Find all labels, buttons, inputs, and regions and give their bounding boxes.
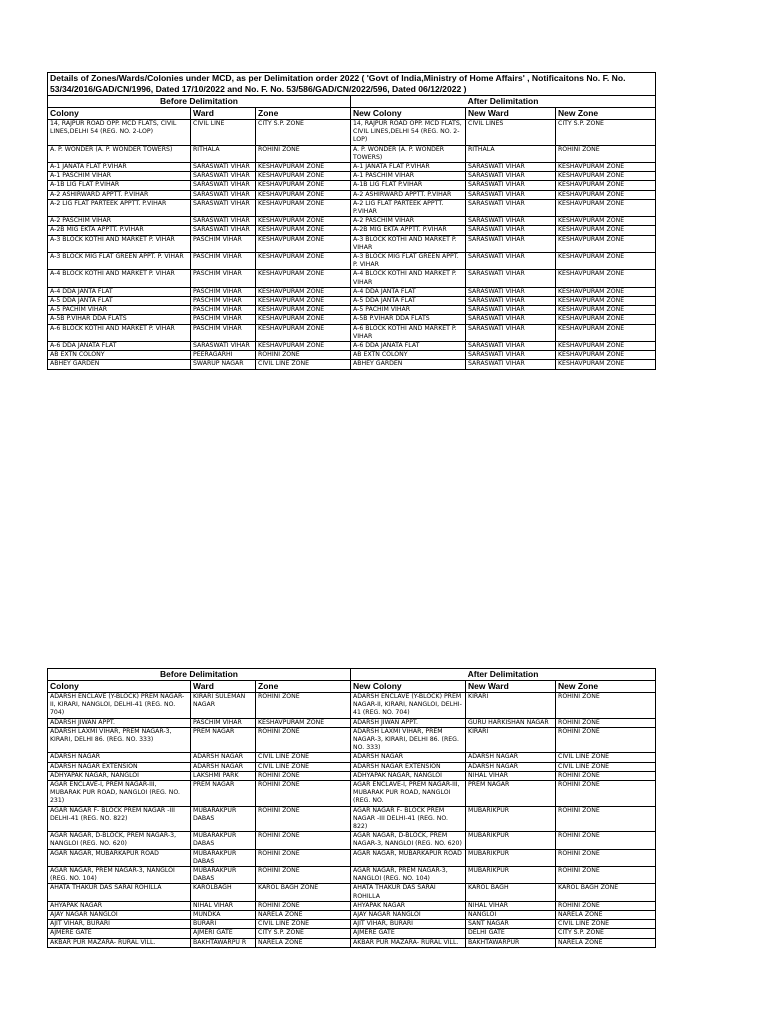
- cell-new-colony: AKBAR PUR MAZARA- RURAL VILL.: [351, 938, 466, 947]
- cell-new-ward: SARASWATI VIHAR: [466, 163, 556, 172]
- cell-new-zone: KESHAVPURAM ZONE: [556, 287, 656, 296]
- cell-new-ward: SARASWATI VIHAR: [466, 287, 556, 296]
- delimitation-table-1: [47, 72, 656, 370]
- cell-colony: A-1 PASCHIM VIHAR: [48, 172, 191, 181]
- cell-new-colony: A-2 PASCHIM VIHAR: [351, 217, 466, 226]
- cell-new-ward: SANT NAGAR: [466, 920, 556, 929]
- cell-new-colony: ADARSH NAGAR EXTENSION: [351, 762, 466, 771]
- cell-colony: AJMERE GATE: [48, 929, 191, 938]
- header-colony: Colony: [48, 108, 191, 120]
- cell-colony: A-5 DDA JANTA FLAT: [48, 297, 191, 306]
- table-row: [48, 771, 656, 780]
- table-row: [48, 920, 656, 929]
- cell-new-ward: KIRARI: [466, 727, 556, 753]
- cell-ward: PASCHIM VIHAR: [191, 270, 256, 287]
- table-row: [48, 297, 656, 306]
- cell-new-zone: ROHINI ZONE: [556, 867, 656, 884]
- cell-ward: SARASWATI VIHAR: [191, 226, 256, 235]
- header-ward: Ward: [191, 108, 256, 120]
- cell-zone: KESHAVPURAM ZONE: [256, 172, 351, 181]
- cell-ward: PASCHIM VIHAR: [191, 235, 256, 252]
- cell-new-colony: ADARSH NAGAR: [351, 753, 466, 762]
- cell-new-ward: MUBARIKPUR: [466, 806, 556, 832]
- cell-new-ward: SARASWATI VIHAR: [466, 360, 556, 369]
- cell-colony: AHYAPAK NAGAR: [48, 901, 191, 910]
- cell-colony: ADARSH JIWAN APPT.: [48, 718, 191, 727]
- cell-new-ward: SARASWATI VIHAR: [466, 190, 556, 199]
- cell-colony: A-4 BLOCK KOTHI AND MARKET P. VIHAR: [48, 270, 191, 287]
- cell-zone: ROHINI ZONE: [256, 832, 351, 849]
- delimitation-table-2: [47, 668, 656, 948]
- cell-zone: KESHAVPURAM ZONE: [256, 270, 351, 287]
- cell-new-zone: CIVIL LINE ZONE: [556, 762, 656, 771]
- cell-zone: KESHAVPURAM ZONE: [256, 181, 351, 190]
- cell-zone: ROHINI ZONE: [256, 693, 351, 719]
- cell-new-zone: ROHINI ZONE: [556, 771, 656, 780]
- table-row: [48, 145, 656, 162]
- cell-new-ward: NANGLOI: [466, 911, 556, 920]
- cell-new-zone: ROHINI ZONE: [556, 727, 656, 753]
- cell-ward: PASCHIM VIHAR: [191, 297, 256, 306]
- cell-new-colony: A-5 DDA JANTA FLAT: [351, 297, 466, 306]
- cell-colony: ADARSH ENCLAVE (Y-BLOCK) PREM NAGAR-II, KIRARI, NANGLOI, DELHI-41 (REG. NO. 704): [48, 693, 191, 719]
- cell-new-ward: SARASWATI VIHAR: [466, 181, 556, 190]
- cell-ward: SARASWATI VIHAR: [191, 190, 256, 199]
- cell-new-colony: A-2 LIG FLAT PARTEEK APPTT. P.VIHAR: [351, 199, 466, 216]
- cell-new-zone: ROHINI ZONE: [556, 781, 656, 807]
- table-row: [48, 693, 656, 719]
- cell-zone: ROHINI ZONE: [256, 145, 351, 162]
- cell-new-ward: MUBARIKPUR: [466, 849, 556, 866]
- cell-new-zone: KESHAVPURAM ZONE: [556, 199, 656, 216]
- header-ward: Ward: [191, 681, 256, 693]
- cell-new-zone: ROHINI ZONE: [556, 693, 656, 719]
- cell-new-ward: SARASWATI VIHAR: [466, 226, 556, 235]
- before-delimitation-heading: Before Delimitation: [48, 669, 351, 681]
- cell-zone: ROHINI ZONE: [256, 806, 351, 832]
- cell-zone: KESHAVPURAM ZONE: [256, 226, 351, 235]
- cell-new-ward: ADARSH NAGAR: [466, 762, 556, 771]
- cell-zone: KESHAVPURAM ZONE: [256, 315, 351, 324]
- cell-new-ward: PREM NAGAR: [466, 781, 556, 807]
- cell-ward: AJMERI GATE: [191, 929, 256, 938]
- cell-new-ward: SARASWATI VIHAR: [466, 351, 556, 360]
- cell-new-zone: KESHAVPURAM ZONE: [556, 306, 656, 315]
- cell-ward: PREM NAGAR: [191, 727, 256, 753]
- table-2-body: [48, 693, 656, 948]
- table-row: [48, 342, 656, 351]
- cell-new-ward: GURU HARKISHAN NAGAR: [466, 718, 556, 727]
- cell-colony: 14, RAJPUR ROAD OPP. MCD FLATS, CIVIL LINES,DELHI 54 (REG. NO. 2-LOP): [48, 120, 191, 146]
- cell-new-colony: AB EXTN COLONY: [351, 351, 466, 360]
- cell-colony: AJAY NAGAR NANGLOI: [48, 911, 191, 920]
- cell-new-zone: KESHAVPURAM ZONE: [556, 172, 656, 181]
- cell-zone: ROHINI ZONE: [256, 781, 351, 807]
- cell-colony: AHATA THAKUR DAS SARAI ROHILLA: [48, 884, 191, 901]
- cell-colony: AGAR NAGAR, MUBARKAPUR ROAD: [48, 849, 191, 866]
- cell-ward: BAKHTAWARPU R: [191, 938, 256, 947]
- cell-new-ward: SARASWATI VIHAR: [466, 253, 556, 270]
- cell-zone: ROHINI ZONE: [256, 771, 351, 780]
- cell-new-zone: ROHINI ZONE: [556, 901, 656, 910]
- cell-zone: CIVIL LINE ZONE: [256, 360, 351, 369]
- cell-zone: KESHAVPURAM ZONE: [256, 306, 351, 315]
- cell-new-zone: KESHAVPURAM ZONE: [556, 342, 656, 351]
- cell-zone: KESHAVPURAM ZONE: [256, 342, 351, 351]
- cell-new-ward: DELHI GATE: [466, 929, 556, 938]
- cell-new-ward: SARASWATI VIHAR: [466, 172, 556, 181]
- cell-zone: KESHAVPURAM ZONE: [256, 199, 351, 216]
- cell-colony: ADHYAPAK NAGAR, NANGLOI: [48, 771, 191, 780]
- cell-ward: SWARUP NAGAR: [191, 360, 256, 369]
- cell-new-ward: ADARSH NAGAR: [466, 753, 556, 762]
- cell-ward: MUBARAKPUR DABAS: [191, 806, 256, 832]
- cell-new-colony: A-5B P.VIHAR DDA FLATS: [351, 315, 466, 324]
- table-row: [48, 181, 656, 190]
- cell-ward: KIRARI SULEMAN NAGAR: [191, 693, 256, 719]
- cell-zone: KESHAVPURAM ZONE: [256, 287, 351, 296]
- cell-new-colony: AJAY NAGAR NANGLOI: [351, 911, 466, 920]
- cell-new-colony: ADARSH LAXMI VIHAR, PREM NAGAR-3, KIRARI, DELHI 86. (REG. NO. 333): [351, 727, 466, 753]
- cell-new-ward: KAROL BAGH: [466, 884, 556, 901]
- cell-new-colony: A-2B MIG EKTA APPTT. P.VIHAR: [351, 226, 466, 235]
- cell-colony: A-1 JANATA FLAT P.VIHAR: [48, 163, 191, 172]
- cell-new-zone: KESHAVPURAM ZONE: [556, 324, 656, 341]
- cell-new-zone: CITY S.P. ZONE: [556, 120, 656, 146]
- cell-ward: PEERAGARHI: [191, 351, 256, 360]
- cell-colony: A-2B MIG EKTA APPTT. P.VIHAR: [48, 226, 191, 235]
- table-row: [48, 781, 656, 807]
- cell-zone: KESHAVPURAM ZONE: [256, 324, 351, 341]
- cell-new-colony: AGAR NAGAR F- BLOCK PREM NAGAR -III DELHI-41 (REG. NO. 822): [351, 806, 466, 832]
- cell-zone: KESHAVPURAM ZONE: [256, 253, 351, 270]
- cell-zone: ROHINI ZONE: [256, 849, 351, 866]
- cell-new-zone: KESHAVPURAM ZONE: [556, 270, 656, 287]
- cell-ward: SARASWATI VIHAR: [191, 163, 256, 172]
- header-zone: Zone: [256, 681, 351, 693]
- cell-new-zone: ROHINI ZONE: [556, 832, 656, 849]
- cell-new-zone: KESHAVPURAM ZONE: [556, 315, 656, 324]
- cell-colony: ADARSH NAGAR: [48, 753, 191, 762]
- cell-colony: A-2 LIG FLAT PARTEEK APPTT. P.VIHAR: [48, 199, 191, 216]
- cell-new-zone: KESHAVPURAM ZONE: [556, 226, 656, 235]
- cell-new-colony: ABHEY GARDEN: [351, 360, 466, 369]
- header-new-zone: New Zone: [556, 681, 656, 693]
- cell-colony: A. P. WONDER (A. P. WONDER TOWERS): [48, 145, 191, 162]
- cell-zone: ROHINI ZONE: [256, 867, 351, 884]
- cell-new-zone: KESHAVPURAM ZONE: [556, 217, 656, 226]
- cell-new-colony: AHYAPAK NAGAR: [351, 901, 466, 910]
- cell-zone: CITY S.P. ZONE: [256, 120, 351, 146]
- cell-new-colony: A-1 JANATA FLAT P.VIHAR: [351, 163, 466, 172]
- table-row: [48, 806, 656, 832]
- cell-new-colony: A-2 ASHIRWARD APPTT. P.VIHAR: [351, 190, 466, 199]
- cell-new-zone: KESHAVPURAM ZONE: [556, 235, 656, 252]
- cell-new-zone: NARELA ZONE: [556, 938, 656, 947]
- cell-colony: A-4 DDA JANTA FLAT: [48, 287, 191, 296]
- table-row: [48, 753, 656, 762]
- table-row: [48, 270, 656, 287]
- cell-zone: CIVIL LINE ZONE: [256, 920, 351, 929]
- cell-new-ward: KIRARI: [466, 693, 556, 719]
- cell-new-zone: ROHINI ZONE: [556, 806, 656, 832]
- cell-colony: AGAR ENCLAVE-I, PREM NAGAR-III, MUBARAK PUR ROAD, NANGLOI (REG. NO. 231): [48, 781, 191, 807]
- after-delimitation-heading: After Delimitation: [351, 669, 656, 681]
- table-row: [48, 163, 656, 172]
- cell-new-ward: SARASWATI VIHAR: [466, 306, 556, 315]
- cell-ward: BURARI: [191, 920, 256, 929]
- table-row: [48, 727, 656, 753]
- cell-new-zone: KESHAVPURAM ZONE: [556, 163, 656, 172]
- cell-new-zone: KAROL BAGH ZONE: [556, 884, 656, 901]
- table-row: [48, 929, 656, 938]
- cell-zone: CIVIL LINE ZONE: [256, 762, 351, 771]
- cell-ward: KAROLBAGH: [191, 884, 256, 901]
- cell-zone: KESHAVPURAM ZONE: [256, 163, 351, 172]
- cell-colony: AB EXTN COLONY: [48, 351, 191, 360]
- cell-new-colony: AGAR ENCLAVE-I, PREM NAGAR-III, MUBARAK PUR ROAD, NANGLOI (REG. NO.: [351, 781, 466, 807]
- cell-colony: A-5 PACHIM VIHAR: [48, 306, 191, 315]
- cell-zone: NARELA ZONE: [256, 938, 351, 947]
- cell-new-ward: SARASWATI VIHAR: [466, 270, 556, 287]
- cell-new-zone: KESHAVPURAM ZONE: [556, 190, 656, 199]
- cell-ward: SARASWATI VIHAR: [191, 172, 256, 181]
- header-zone: Zone: [256, 108, 351, 120]
- cell-colony: AGAR NAGAR, PREM NAGAR-3, NANGLOI (REG. NO. 104): [48, 867, 191, 884]
- cell-new-zone: CIVIL LINE ZONE: [556, 920, 656, 929]
- cell-new-zone: CIVIL LINE ZONE: [556, 753, 656, 762]
- cell-ward: ADARSH NAGAR: [191, 762, 256, 771]
- cell-new-ward: MUBARIKPUR: [466, 867, 556, 884]
- cell-new-ward: CIVIL LINES: [466, 120, 556, 146]
- cell-colony: A-2 PASCHIM VIHAR: [48, 217, 191, 226]
- cell-colony: A-2 ASHIRWARD APPTT. P.VIHAR: [48, 190, 191, 199]
- cell-ward: PASCHIM VIHAR: [191, 324, 256, 341]
- table-row: [48, 172, 656, 181]
- table-row: [48, 226, 656, 235]
- table-row: [48, 235, 656, 252]
- cell-new-zone: ROHINI ZONE: [556, 849, 656, 866]
- table-row: [48, 190, 656, 199]
- cell-new-ward: RITHALA: [466, 145, 556, 162]
- cell-new-colony: AJIT VIHAR, BURARI: [351, 920, 466, 929]
- cell-new-colony: AGAR NAGAR, MUBARKAPUR ROAD: [351, 849, 466, 866]
- cell-new-colony: 14, RAJPUR ROAD OPP. MCD FLATS, CIVIL LINES,DELHI 54 (REG. NO. 2-LOP): [351, 120, 466, 146]
- table-row: [48, 217, 656, 226]
- cell-new-zone: KESHAVPURAM ZONE: [556, 297, 656, 306]
- cell-new-colony: A-6 DDA JANATA FLAT: [351, 342, 466, 351]
- cell-new-ward: MUBARIKPUR: [466, 832, 556, 849]
- cell-ward: PASCHIM VIHAR: [191, 306, 256, 315]
- cell-ward: MUNDKA: [191, 911, 256, 920]
- cell-new-zone: NARELA ZONE: [556, 911, 656, 920]
- cell-new-colony: A-6 BLOCK KOTHI AND MARKET P. VIHAR: [351, 324, 466, 341]
- table-row: [48, 884, 656, 901]
- cell-new-colony: AGAR NAGAR, D-BLOCK, PREM NAGAR-3, NANGLOI (REG. NO. 620): [351, 832, 466, 849]
- cell-colony: ADARSH LAXMI VIHAR, PREM NAGAR-3, KIRARI, DELHI 86. (REG. NO. 333): [48, 727, 191, 753]
- cell-zone: ROHINI ZONE: [256, 901, 351, 910]
- cell-new-ward: NIHAL VIHAR: [466, 771, 556, 780]
- cell-new-ward: NIHAL VIHAR: [466, 901, 556, 910]
- cell-ward: RITHALA: [191, 145, 256, 162]
- table-row: [48, 911, 656, 920]
- header-new-ward: New Ward: [466, 681, 556, 693]
- cell-new-zone: CITY S.P. ZONE: [556, 929, 656, 938]
- cell-ward: PASCHIM VIHAR: [191, 315, 256, 324]
- cell-zone: ROHINI ZONE: [256, 727, 351, 753]
- cell-zone: CIVIL LINE ZONE: [256, 753, 351, 762]
- cell-zone: ROHINI ZONE: [256, 351, 351, 360]
- cell-ward: SARASWATI VIHAR: [191, 199, 256, 216]
- cell-new-colony: A-4 BLOCK KOTHI AND MARKET P. VIHAR: [351, 270, 466, 287]
- cell-new-ward: SARASWATI VIHAR: [466, 315, 556, 324]
- document-title: Details of Zones/Wards/Colonies under MCD, as per Delimitation order 2022 ( 'Govt of India,Ministry of Home Affairs' , Notificaitons No. F. No. 53/34/2016/GAD/CN/1996, Dated 17/10/2022 and No. F. No. 53/586/GAD/CN/2022/596, Dated 06/12/2022 ): [48, 73, 656, 96]
- cell-colony: A-6 DDA JANATA FLAT: [48, 342, 191, 351]
- cell-colony: A-5B P.VIHAR DDA FLATS: [48, 315, 191, 324]
- cell-ward: PASCHIM VIHAR: [191, 718, 256, 727]
- cell-new-zone: KESHAVPURAM ZONE: [556, 253, 656, 270]
- cell-ward: LAKSHMI PARK: [191, 771, 256, 780]
- table-row: [48, 120, 656, 146]
- cell-zone: KAROL BAGH ZONE: [256, 884, 351, 901]
- cell-zone: CITY S.P. ZONE: [256, 929, 351, 938]
- cell-new-colony: A-3 BLOCK MIG FLAT GREEN APPT. P. VIHAR: [351, 253, 466, 270]
- cell-new-colony: A-4 DDA JANTA FLAT: [351, 287, 466, 296]
- cell-zone: KESHAVPURAM ZONE: [256, 235, 351, 252]
- cell-colony: ABHEY GARDEN: [48, 360, 191, 369]
- cell-ward: PASCHIM VIHAR: [191, 253, 256, 270]
- cell-colony: A-3 BLOCK KOTHI AND MARKET P. VIHAR: [48, 235, 191, 252]
- cell-new-colony: AGAR NAGAR, PREM NAGAR-3, NANGLOI (REG. NO. 104): [351, 867, 466, 884]
- table-row: [48, 306, 656, 315]
- cell-colony: ADARSH NAGAR EXTENSION: [48, 762, 191, 771]
- cell-colony: AJIT VIHAR, BURARI: [48, 920, 191, 929]
- table-row: [48, 718, 656, 727]
- table-row: [48, 351, 656, 360]
- cell-new-colony: ADARSH JIWAN APPT.: [351, 718, 466, 727]
- table-row: [48, 324, 656, 341]
- cell-colony: AGAR NAGAR, D-BLOCK, PREM NAGAR-3, NANGLOI (REG. NO. 620): [48, 832, 191, 849]
- cell-colony: AGAR NAGAR F- BLOCK PREM NAGAR -III DELHI-41 (REG. NO. 822): [48, 806, 191, 832]
- cell-new-colony: A-3 BLOCK KOTHI AND MARKET P. VIHAR: [351, 235, 466, 252]
- cell-colony: A-6 BLOCK KOTHI AND MARKET P. VIHAR: [48, 324, 191, 341]
- cell-new-ward: SARASWATI VIHAR: [466, 217, 556, 226]
- cell-new-ward: SARASWATI VIHAR: [466, 342, 556, 351]
- table-row: [48, 901, 656, 910]
- cell-ward: PASCHIM VIHAR: [191, 287, 256, 296]
- cell-new-ward: SARASWATI VIHAR: [466, 199, 556, 216]
- cell-zone: NARELA ZONE: [256, 911, 351, 920]
- header-new-ward: New Ward: [466, 108, 556, 120]
- cell-colony: A-3 BLOCK MIG FLAT GREEN APPT. P. VIHAR: [48, 253, 191, 270]
- cell-new-colony: A-1 PASCHIM VIHAR: [351, 172, 466, 181]
- table-row: [48, 315, 656, 324]
- cell-new-colony: AHATA THAKUR DAS SARAI ROHILLA: [351, 884, 466, 901]
- table-row: [48, 867, 656, 884]
- cell-ward: CIVIL LINE: [191, 120, 256, 146]
- cell-ward: NIHAL VIHAR: [191, 901, 256, 910]
- table-row: [48, 253, 656, 270]
- table-row: [48, 832, 656, 849]
- cell-ward: PREM NAGAR: [191, 781, 256, 807]
- cell-colony: AKBAR PUR MAZARA- RURAL VILL.: [48, 938, 191, 947]
- cell-ward: SARASWATI VIHAR: [191, 181, 256, 190]
- cell-ward: ADARSH NAGAR: [191, 753, 256, 762]
- cell-ward: MUBARAKPUR DABAS: [191, 849, 256, 866]
- cell-new-colony: A-5 PACHIM VIHAR: [351, 306, 466, 315]
- cell-new-colony: AJMERE GATE: [351, 929, 466, 938]
- header-new-zone: New Zone: [556, 108, 656, 120]
- after-delimitation-heading: After Delimitation: [351, 96, 656, 108]
- cell-new-colony: A. P. WONDER (A. P. WONDER TOWERS): [351, 145, 466, 162]
- cell-new-ward: BAKHTAWARPUR: [466, 938, 556, 947]
- header-new-colony: New Colony: [351, 681, 466, 693]
- cell-zone: KESHAVPURAM ZONE: [256, 718, 351, 727]
- cell-zone: KESHAVPURAM ZONE: [256, 297, 351, 306]
- cell-new-ward: SARASWATI VIHAR: [466, 235, 556, 252]
- table-block-1: [47, 72, 655, 370]
- table-row: [48, 360, 656, 369]
- table-block-2: [47, 668, 655, 948]
- cell-new-zone: KESHAVPURAM ZONE: [556, 351, 656, 360]
- cell-ward: MUBARAKPUR DABAS: [191, 867, 256, 884]
- cell-new-colony: ADHYAPAK NAGAR, NANGLOI: [351, 771, 466, 780]
- cell-new-zone: KESHAVPURAM ZONE: [556, 181, 656, 190]
- cell-ward: MUBARAKPUR DABAS: [191, 832, 256, 849]
- table-row: [48, 287, 656, 296]
- cell-zone: KESHAVPURAM ZONE: [256, 190, 351, 199]
- header-colony: Colony: [48, 681, 191, 693]
- table-row: [48, 849, 656, 866]
- cell-new-zone: ROHINI ZONE: [556, 145, 656, 162]
- cell-new-zone: ROHINI ZONE: [556, 718, 656, 727]
- cell-new-ward: SARASWATI VIHAR: [466, 297, 556, 306]
- cell-colony: A-1B LIG FLAT P.VIHAR: [48, 181, 191, 190]
- table-1-body: [48, 120, 656, 370]
- cell-new-zone: KESHAVPURAM ZONE: [556, 360, 656, 369]
- table-row: [48, 938, 656, 947]
- table-row: [48, 199, 656, 216]
- cell-new-colony: A-1B LIG FLAT P.VIHAR: [351, 181, 466, 190]
- cell-new-ward: SARASWATI VIHAR: [466, 324, 556, 341]
- cell-ward: SARASWATI VIHAR: [191, 342, 256, 351]
- cell-zone: KESHAVPURAM ZONE: [256, 217, 351, 226]
- cell-new-colony: ADARSH ENCLAVE (Y-BLOCK) PREM NAGAR-II, KIRARI, NANGLOI, DELHI-41 (REG. NO. 704): [351, 693, 466, 719]
- table-row: [48, 762, 656, 771]
- before-delimitation-heading: Before Delimitation: [48, 96, 351, 108]
- header-new-colony: New Colony: [351, 108, 466, 120]
- cell-ward: SARASWATI VIHAR: [191, 217, 256, 226]
